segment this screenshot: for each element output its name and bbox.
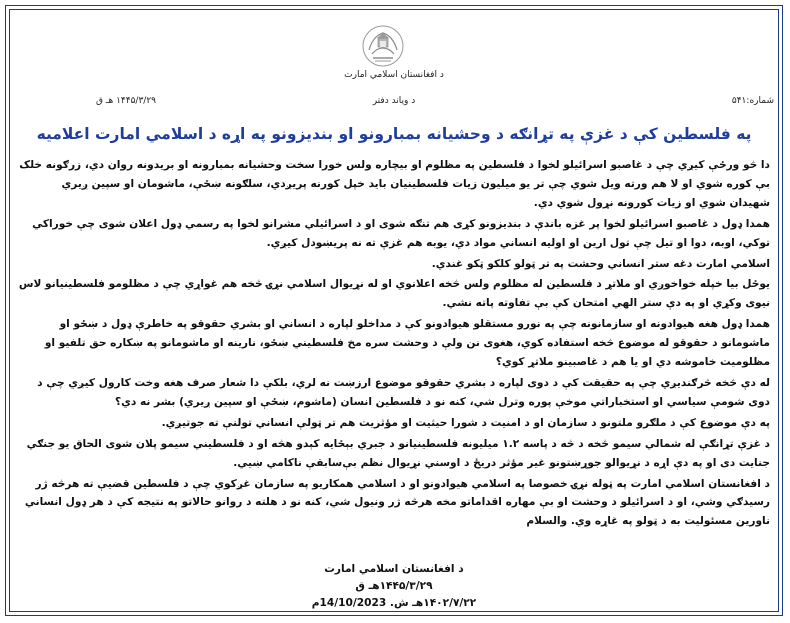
letterhead [6, 6, 782, 114]
document-number: شماره:۵۴۱ [731, 96, 774, 106]
signature-hijri-date: ۱۴۴۵/۳/۲۹هـ ق [355, 580, 433, 592]
paragraph: له دې څخه څرګندیږي چې په حقیقت کې د دوی لپاره د بشري حقوقو موضوع ارزښت نه لري، بلکې دا شعار صرف هغه وخت کارول کیږي چې د دوی شومې سیاسي او استخباراتي موخې پوره وترل شي، کنه نو د فلسطین انسان (ماشوم، ښځې او سپین ږیري) بشر نه دي؟ [37, 376, 770, 408]
emirate-emblem-icon [361, 24, 405, 68]
paragraph: اسلامي امارت دغه ستر انساني وحشت په تر ټولو کلکو ټکو غندي. [431, 257, 770, 270]
paragraph: د افغانستان اسلامي امارت په ټوله نړۍ خصوصا په اسلامي هیوادونو او د اسلامي همکاریو په سازمان غږکوي چې د فلسطین قضیې ته هرڅه ژر رسیدګي وشي، او د اسرائیلو د وحشت او بې مهاره اقداماتو مخه هرڅه ژر ونیول شي، کنه نو د هلته د روانو حالاتو په نتیجه کې د هر ډول انساني ناورین مسئولیت به د ټولو په غاړه وي. والسلام [24, 477, 770, 528]
page-title: په فلسطین کې د غزې په تړانګه د وحشیانه بمبارونو او بندیزونو په اړه د اسلامي امارت اعلامیه [36, 125, 752, 143]
paragraph: همدا ډول هغه هیوادونه او سازمانونه چې په نورو مستقلو هیوادونو کې د مداخلو لپاره د انساني او بشري حقوقو په خاطرې ډول د ښځو او ماشومانو د حقوقو له موضوع څخه استفاده کوي، هغوی نن ولې د وحشت سره مخ فلسطیني ښځو، نارینه او ماشومانو په ښکاره حق تلفیو او مظلومیت خاموشه دي او یا هم د غاصبینو ملاتړ کوي؟ [44, 318, 770, 369]
issuing-office: د ویاند دفتر [372, 96, 416, 106]
signature-org: د افغانستان اسلامي امارت [324, 563, 464, 575]
meta-row [6, 96, 782, 110]
org-name: د افغانستان اسلامي امارت [344, 70, 444, 80]
signature-dates-line: ۱۴۰۲/۷/۲۲هـ ش. 14/10/2023م [311, 597, 477, 609]
paragraph: د غزې تړانګې له شمالي سیمو څخه د څه د پاسه ۱.۲ میلیونه فلسطینیانو د جبري بېځایه کېدو هڅه او د فلسطیني سیمو پلان شوی الحاق یو جنګي جنایت دی او په دې اړه د نړیوالو جوړښتونو غیر مؤثر دریځ د اوسني نړیوال نظم بې‌سابقې ناکامي ښیي. [26, 437, 770, 469]
document-date: ۱۴۴۵/۳/۲۹ هـ ق [96, 96, 156, 106]
paragraph: یوځل بیا خپله خواخوږي او ملاتړ د فلسطین له مظلوم ولس څخه اعلانوي او له نړیوال اسلامي نړۍ څخه هم غواړي چې د مظلومو فلسطینیانو لاس نیوی وکړي او په دې ستر الهي امتحان کې بې تفاوته پاته نشي. [18, 278, 770, 310]
paragraph: په دې موضوع کې د ملګرو ملتونو د سازمان او د امنیت د شورا حیثیت او مؤثریت هم تر ټولې انساني تولنې ته جوتیږي. [161, 416, 770, 429]
paragraph: دا څو ورځې کیږي چې د غاصبو اسرائیلو لخوا د فلسطین په مظلوم او بیچاره ولس خورا سخت وحشیانه بمبارونه او بریدونه روان دي، زرګونه خلک بې کوره شوي او لا هم ورته ویل شوي چې تر یو میلیون زیات فلسطینیان باید خپل کورنه پریږدي، سلګونه ښځې، ماشومان او سپین ږیري شهیدان شوي او زیات کورونه نړول شوي دي. [19, 159, 770, 209]
signature-block [6, 561, 782, 612]
paragraph: همدا ډول د غاصبو اسرائیلو لخوا پر غزه باندې د بندیزونو کړی هم تنګه شوی او د اسرائیلي مشرانو لخوا په رسمي ډول اعلان شوی چې خوراکي توکي، اوبه، دوا او تیل چې تول ارین او اولیه انساني مواد دي، یوبه هم غزې ته نه پریښودل کیږي. [32, 217, 770, 249]
statement-body [18, 156, 770, 533]
document-frame [5, 5, 783, 616]
